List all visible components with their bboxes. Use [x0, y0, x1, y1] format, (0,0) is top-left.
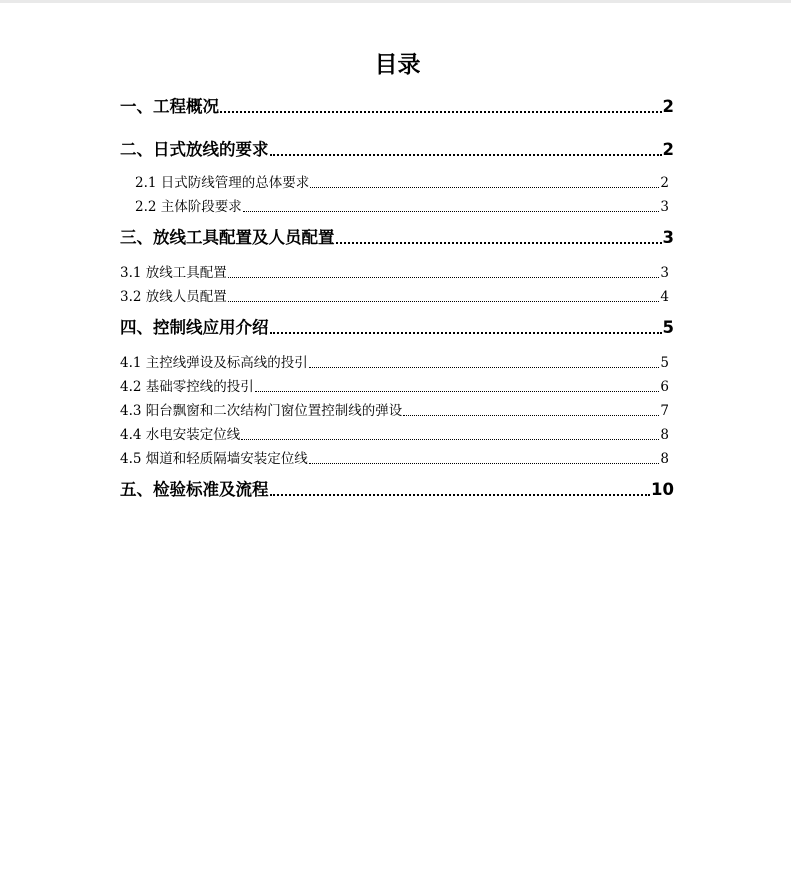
toc-entry-label: 四、控制线应用介绍 — [120, 318, 269, 337]
toc-leader-dots — [310, 174, 659, 192]
toc-entry[interactable] — [120, 227, 674, 249]
toc-leader-dots — [255, 378, 660, 396]
toc-page-number: 2 — [662, 140, 674, 159]
toc-entry-label: 4.3 阳台飘窗和二次结构门窗位置控制线的弹设 — [120, 403, 403, 419]
page-title: 目录 — [374, 52, 421, 78]
toc-entry-label: 4.4 水电安装定位线 — [120, 427, 241, 443]
toc-entry-label: 4.5 烟道和轻质隔墙安装定位线 — [120, 451, 308, 467]
toc-subentry[interactable] — [120, 402, 669, 420]
toc-leader-dots — [270, 479, 651, 501]
toc-entry-label: 4.2 基础零控线的投引 — [120, 379, 254, 395]
toc-entry-label: 2.1 日式防线管理的总体要求 — [135, 175, 310, 191]
toc-leader-dots — [270, 139, 662, 161]
toc-page-number: 8 — [660, 451, 669, 467]
toc-entry-label: 3.1 放线工具配置 — [120, 265, 227, 281]
toc-entry-label: 五、检验标准及流程 — [120, 480, 269, 499]
toc-entry-label: 三、放线工具配置及人员配置 — [120, 228, 335, 247]
toc-entry[interactable] — [120, 479, 674, 501]
toc-leader-dots — [220, 96, 662, 118]
toc-leader-dots — [241, 426, 659, 444]
toc-page-number: 4 — [660, 289, 669, 305]
toc-page-number: 5 — [662, 318, 674, 337]
toc-leader-dots — [309, 450, 660, 468]
toc-entry[interactable] — [120, 96, 674, 118]
toc-subentry[interactable] — [135, 174, 669, 192]
toc-leader-dots — [228, 264, 660, 282]
toc-page-number: 2 — [660, 175, 669, 191]
toc-subentry[interactable] — [120, 354, 669, 372]
toc-subentry[interactable] — [120, 378, 669, 396]
toc-entry-label: 2.2 主体阶段要求 — [135, 199, 242, 215]
toc-subentry[interactable] — [120, 264, 669, 282]
toc-entry-label: 二、日式放线的要求 — [120, 140, 269, 159]
toc-entry[interactable] — [120, 139, 674, 161]
toc-entry-label: 3.2 放线人员配置 — [120, 289, 227, 305]
toc-page-number: 6 — [660, 379, 669, 395]
toc-page-number: 7 — [660, 403, 669, 419]
toc-entry-label: 4.1 主控线弹设及标高线的投引 — [120, 355, 308, 371]
toc-subentry[interactable] — [120, 426, 669, 444]
toc-leader-dots — [309, 354, 660, 372]
toc-leader-dots — [228, 288, 660, 306]
toc-entry[interactable] — [120, 317, 674, 339]
toc-page-number: 10 — [651, 480, 674, 499]
toc-page-number: 8 — [660, 427, 669, 443]
toc-subentry[interactable] — [120, 288, 669, 306]
toc-page-number: 3 — [660, 199, 669, 215]
toc-leader-dots — [336, 227, 662, 249]
toc-leader-dots — [243, 198, 660, 216]
toc-subentry[interactable] — [120, 450, 669, 468]
toc-page-number: 3 — [662, 228, 674, 247]
toc-leader-dots — [403, 402, 659, 420]
toc-page-number: 5 — [660, 355, 669, 371]
page-top-border — [0, 0, 791, 3]
toc-page-number: 3 — [660, 265, 669, 281]
toc-page-number: 2 — [662, 97, 674, 116]
toc-leader-dots — [270, 317, 662, 339]
toc-subentry[interactable] — [135, 198, 669, 216]
toc-entry-label: 一、工程概况 — [120, 97, 219, 116]
